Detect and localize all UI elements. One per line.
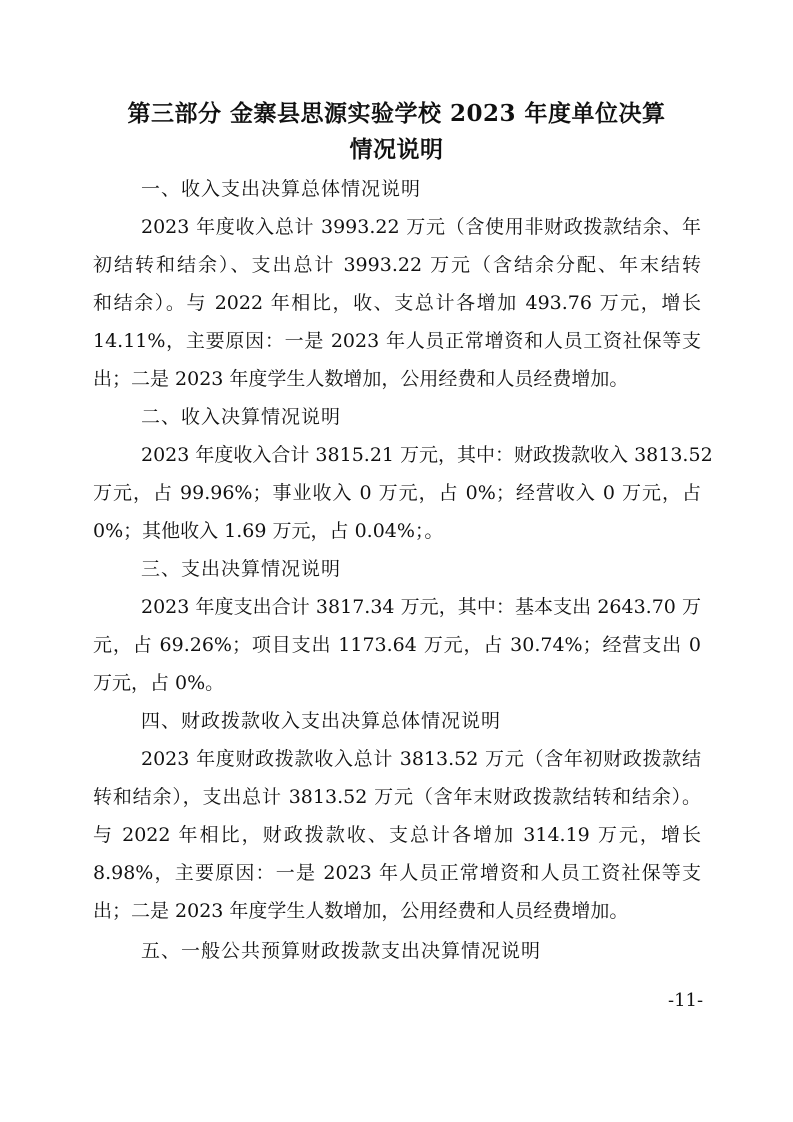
paragraph-line: 2023 年度财政拨款收入总计 3813.52 万元（含年初财政拨款结 [141, 748, 701, 770]
paragraph-line: 2023 年度支出合计 3817.34 万元，其中：基本支出 2643.70 万 [141, 596, 701, 618]
page-number: -11- [668, 990, 704, 1011]
section-heading-1: 一、收入支出决算总体情况说明 [141, 178, 422, 200]
paragraph-line: 与 2022 年相比，财政拨款收、支总计各增加 314.19 万元，增长 [93, 824, 701, 846]
paragraph-line: 2023 年度收入总计 3993.22 万元（含使用非财政拨款结余、年 [141, 216, 701, 238]
paragraph-line: 元，占 69.26%；项目支出 1173.64 万元，占 30.74%；经营支出 0 [93, 634, 701, 656]
section-heading-3: 三、支出决算情况说明 [141, 558, 342, 580]
paragraph-line: 转和结余），支出总计 3813.52 万元（含年末财政拨款结转和结余）。 [93, 786, 701, 808]
paragraph-line: 0%；其他收入 1.69 万元，占 0.04%；。 [93, 520, 444, 542]
paragraph-line: 出；二是 2023 年度学生人数增加，公用经费和人员经费增加。 [93, 900, 629, 922]
section-heading-4: 四、财政拨款收入支出决算总体情况说明 [141, 710, 502, 732]
page-title-continued: 情况说明 [349, 136, 444, 163]
paragraph-line: 和结余）。与 2022 年相比，收、支总计各增加 493.76 万元，增长 [93, 292, 701, 314]
page-title: 第三部分 金寨县思源实验学校 2023 年度单位决算 [127, 100, 666, 127]
paragraph-line: 14.11%，主要原因：一是 2023 年人员正常增资和人员工资社保等支 [93, 330, 701, 352]
section-heading-2: 二、收入决算情况说明 [141, 406, 342, 428]
section-heading-5: 五、一般公共预算财政拨款支出决算情况说明 [141, 940, 542, 962]
paragraph-line: 出；二是 2023 年度学生人数增加，公用经费和人员经费增加。 [93, 368, 629, 390]
paragraph-line: 2023 年度收入合计 3815.21 万元，其中：财政拨款收入 3813.52 [141, 444, 713, 466]
paragraph-line: 8.98%，主要原因：一是 2023 年人员正常增资和人员工资社保等支 [93, 862, 701, 884]
paragraph-line: 万元，占 0%。 [93, 672, 225, 694]
paragraph-line: 初结转和结余）、支出总计 3993.22 万元（含结余分配、年末结转 [93, 254, 701, 276]
paragraph-line: 万元，占 99.96%；事业收入 0 万元，占 0%；经营收入 0 万元，占 [93, 482, 701, 504]
